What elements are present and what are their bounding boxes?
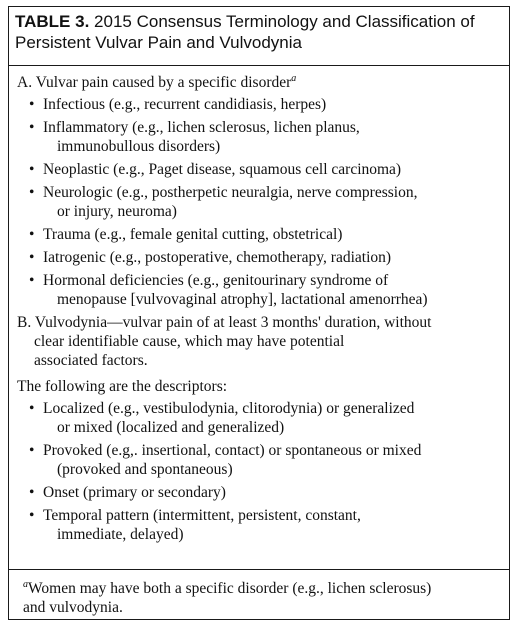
classification-table: [8, 6, 510, 620]
section-a-list: [17, 95, 505, 309]
footnote-line2: and vulvodynia.: [23, 599, 123, 616]
footnote-line1: Women may have both a specific disorder (e.g., lichen sclerosus): [28, 580, 432, 597]
list-item-text: Inflammatory (e.g., lichen sclerosus, lichen planus,: [43, 119, 360, 136]
list-item-text: Temporal pattern (intermittent, persistent, constant,: [43, 507, 361, 524]
list-item: [17, 399, 505, 437]
section-a-text: Vulvar pain caused by a specific disorder: [35, 74, 292, 91]
list-item-continuation: (provoked and spontaneous): [57, 461, 233, 478]
bullet-icon: •: [29, 161, 35, 178]
table-label: TABLE 3.: [15, 12, 90, 31]
bullet-icon: •: [29, 484, 35, 501]
list-item: [17, 506, 505, 544]
bullet-icon: •: [29, 507, 35, 524]
list-item-text: Trauma (e.g., female genital cutting, obstetrical): [43, 226, 343, 243]
descriptors-list: [17, 399, 505, 544]
bullet-icon: •: [29, 400, 35, 417]
section-a: [17, 73, 505, 92]
title-rule: [9, 65, 509, 66]
list-item: [17, 160, 505, 179]
list-item-continuation: immunobullous disorders): [57, 138, 221, 155]
list-item-text: Localized (e.g., vestibulodynia, clitorodynia) or generalized: [43, 400, 415, 417]
section-b-line3: associated factors.: [34, 352, 148, 369]
table-title: [15, 11, 505, 53]
list-item-text: Hormonal deficiencies (e.g., genitourinary syndrome of: [43, 272, 389, 289]
list-item: [17, 225, 505, 244]
bullet-icon: •: [29, 96, 35, 113]
section-b-line2: clear identifiable cause, which may have potential: [34, 333, 345, 350]
table-title-text: 2015 Consensus Terminology and Classification of Persistent Vulvar Pain and Vulvodynia: [15, 12, 475, 52]
bullet-icon: •: [29, 442, 35, 459]
section-a-letter: A.: [17, 74, 33, 91]
bullet-icon: •: [29, 119, 35, 136]
bullet-icon: •: [29, 184, 35, 201]
list-item-continuation: or mixed (localized and generalized): [57, 419, 285, 436]
list-item: [17, 483, 505, 502]
list-item-text: Provoked (e.g,. insertional, contact) or spontaneous or mixed: [43, 442, 422, 459]
footnote-marker: a: [23, 578, 28, 590]
list-item-text: Neurologic (e.g., postherpetic neuralgia, nerve compression,: [43, 184, 418, 201]
list-item-continuation: or injury, neuroma): [57, 203, 177, 220]
list-item: [17, 118, 505, 156]
list-item-continuation: immediate, delayed): [57, 526, 184, 543]
list-item: [17, 271, 505, 309]
descriptors-lead: The following are the descriptors:: [17, 378, 228, 395]
table-body: [17, 73, 505, 544]
list-item: [17, 441, 505, 479]
list-item: [17, 248, 505, 267]
footnote-rule: [9, 569, 509, 570]
list-item-text: Neoplastic (e.g., Paget disease, squamous cell carcinoma): [43, 161, 402, 178]
section-b: [17, 313, 505, 370]
footnote-marker-a: a: [291, 72, 297, 84]
list-item-continuation: menopause [vulvovaginal atrophy], lactational amenorrhea): [57, 291, 428, 308]
table-footnote: [23, 579, 503, 617]
list-item-text: Onset (primary or secondary): [43, 484, 226, 501]
bullet-icon: •: [29, 272, 35, 289]
section-b-letter: B.: [17, 314, 32, 331]
list-item: [17, 95, 505, 114]
list-item-text: Iatrogenic (e.g., postoperative, chemotherapy, radiation): [43, 249, 392, 266]
bullet-icon: •: [29, 249, 35, 266]
list-item: [17, 183, 505, 221]
list-item-text: Infectious (e.g., recurrent candidiasis, herpes): [43, 96, 327, 113]
section-b-line1: Vulvodynia—vulvar pain of at least 3 months' duration, without: [34, 314, 432, 331]
bullet-icon: •: [29, 226, 35, 243]
